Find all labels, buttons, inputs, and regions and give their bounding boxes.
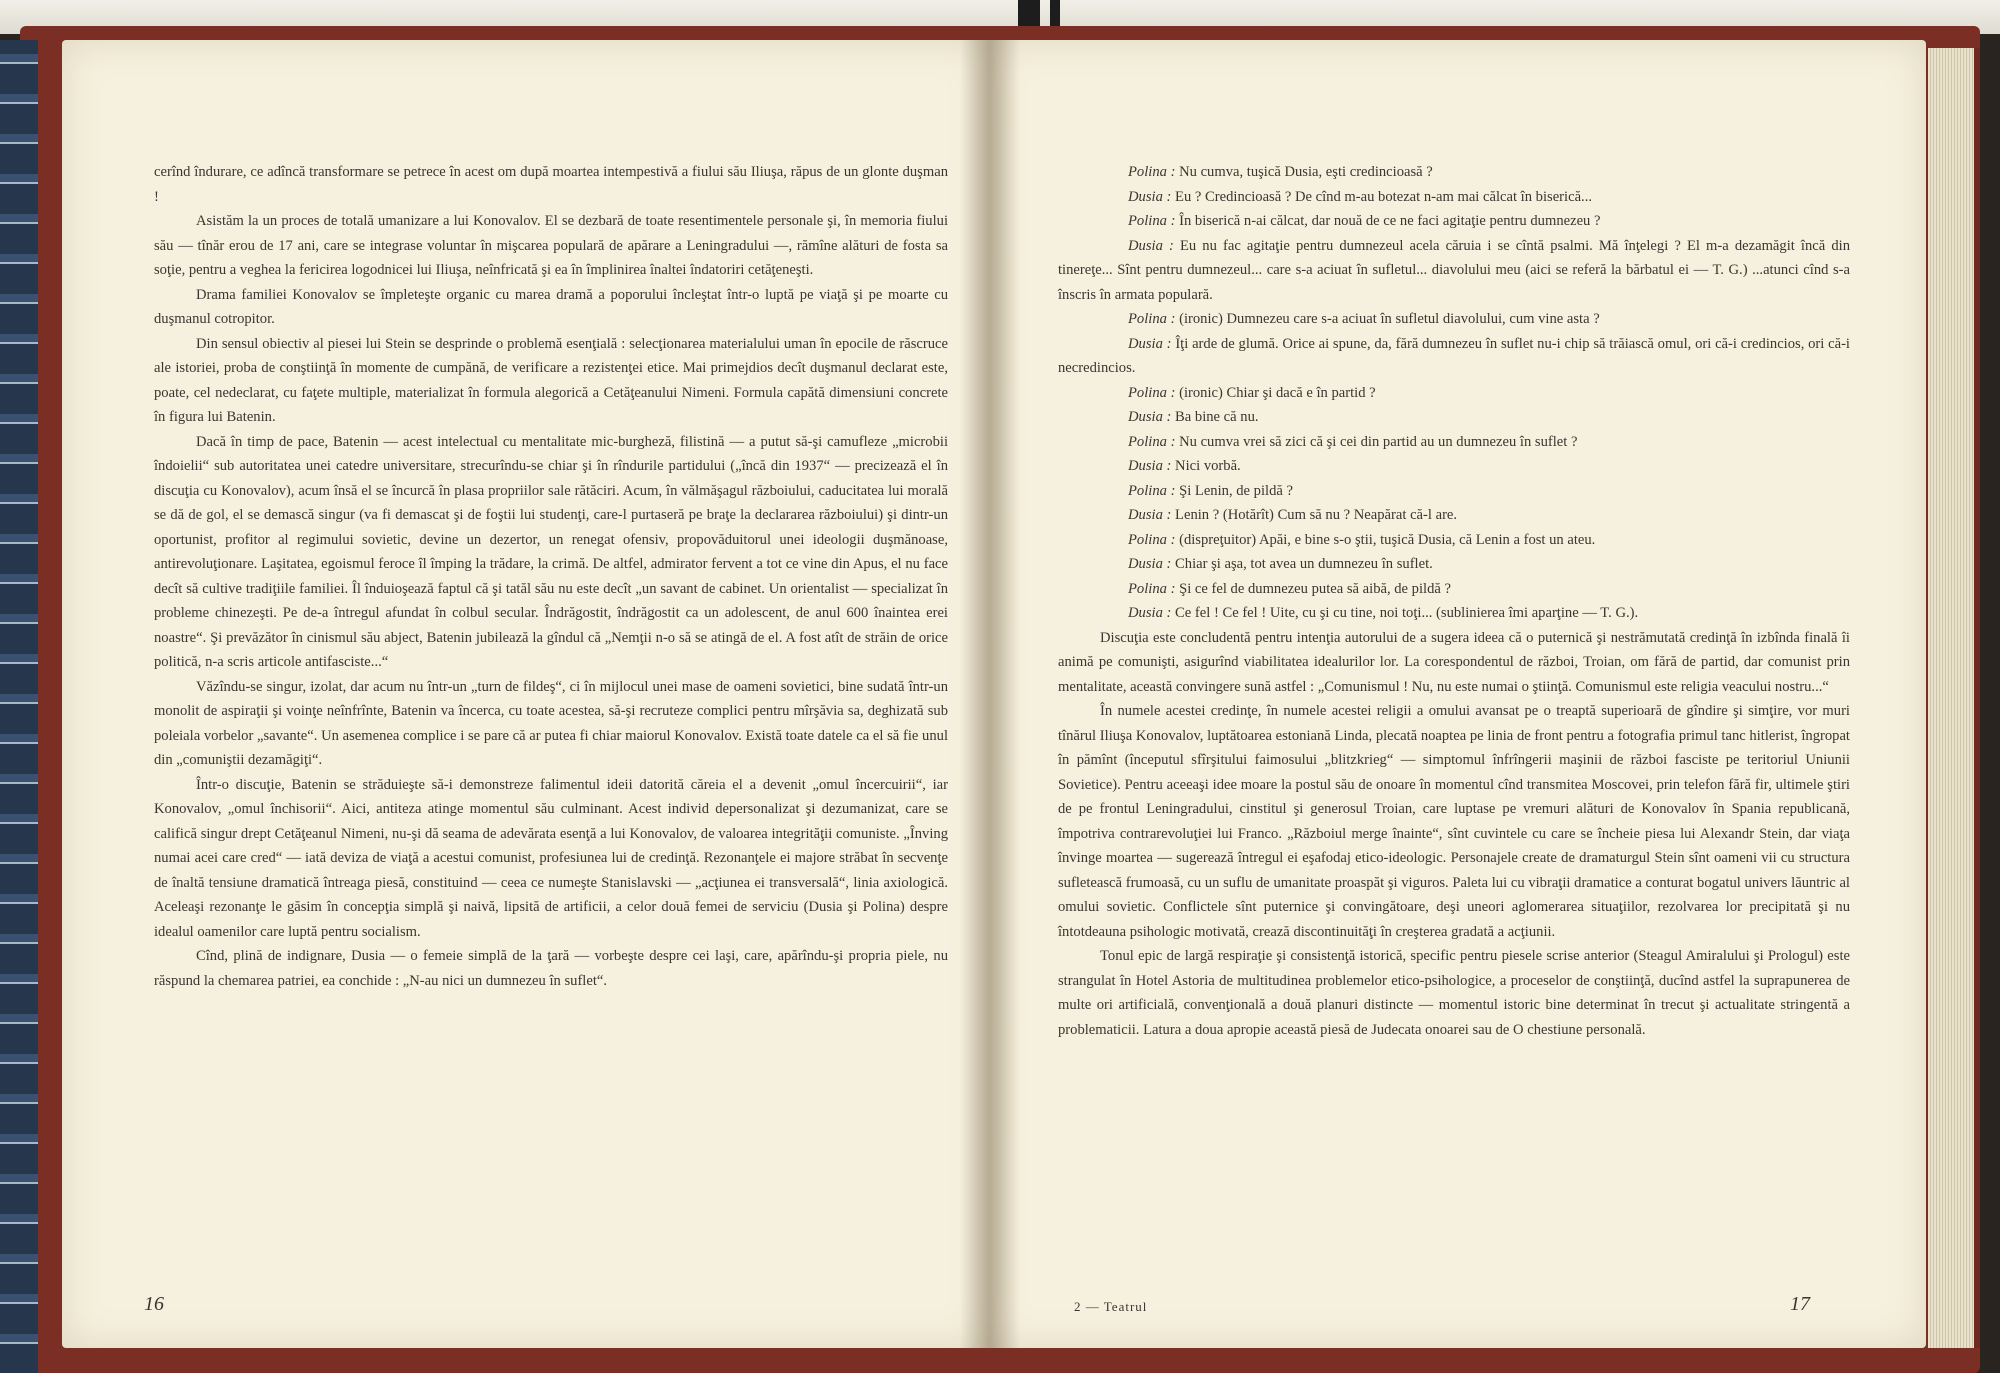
- dialogue-line: [988, 381, 1850, 406]
- line-text: Nici vorbă.: [1175, 458, 1241, 474]
- binder-clip: [1050, 0, 1060, 26]
- speaker: Polina :: [1128, 164, 1176, 180]
- line-text: (ironic) Dumnezeu care s-a aciuat în sufletul diavolului, cum vine asta ?: [1179, 311, 1600, 327]
- line-text: Lenin ? (Hotărît) Cum să nu ? Neapărat că-l are.: [1175, 507, 1458, 523]
- line-text: Eu ? Credincioasă ? De cînd m-au botezat n-am mai călcat în biserică...: [1175, 188, 1593, 205]
- line-text: (ironic) Chiar şi dacă e în partid ?: [1179, 384, 1376, 401]
- right-page-edges: [1928, 48, 1980, 1348]
- speaker: Dusia :: [1128, 458, 1172, 474]
- dialogue-line: [988, 601, 1850, 626]
- dialogue-line: [988, 307, 1850, 332]
- speaker: Dusia :: [1128, 335, 1172, 352]
- paragraph: Din sensul obiectiv al piesei lui Stein se desprinde o problemă esenţială : selecţionarea materialului uman în epocile de răscruce ale istoriei, proba de conştiinţă în momente de cumpănă, de verificare a rezistenţei etice. Mai primejdios decît duşmanul declarat este, poate, cel nedeclarat, cu faţete multiple, materializat în formula alegorică a Cetăţeanului Nimeni. Formula capătă dimensiuni concrete în figura lui Batenin.: [154, 335, 948, 425]
- paragraph: cerînd îndurare, ce adîncă transformare se petrece în acest om după moartea intempestivă a fiului său Iliuşa, răpus de un glonte duşman !: [154, 164, 948, 205]
- speaker: Polina :: [1128, 580, 1176, 597]
- dialogue-line: [988, 479, 1850, 504]
- line-text: Chiar şi aşa, tot avea un dumnezeu în suflet.: [1175, 556, 1433, 572]
- dialogue-line: [988, 552, 1850, 577]
- dialogue-line: [988, 209, 1850, 234]
- dialogue-line: [988, 454, 1850, 479]
- paragraph: Discuţia este concludentă pentru intenţia autorului de a sugera ideea că o puternică şi nestrămutată credinţă în izbînda finală îi animă pe comunişti, asigurînd viabilitatea idealurilor lor. La corespondentul de război, Troian, om fără de partid, dar comunist prin mentalitate, această convingere sună astfel : „Comunismul ! Nu, nu este numai o ştiinţă. Comunismul este religia veacului nostru...“: [1058, 629, 1850, 695]
- left-page-edges: [0, 40, 38, 1373]
- right-page: [988, 40, 1926, 1348]
- line-text: În biserică n-ai călcat, dar nouă de ce ne faci agitaţie pentru dumnezeu ?: [1179, 213, 1601, 229]
- speaker: Dusia :: [1128, 188, 1172, 205]
- dialogue-line: [988, 430, 1850, 455]
- line-text: Nu cumva vrei să zici că şi cei din partid au un dumnezeu în suflet ?: [1179, 433, 1578, 450]
- dialogue-line: [988, 503, 1850, 528]
- speaker: Polina :: [1128, 531, 1176, 548]
- paragraph: Dacă în timp de pace, Batenin — acest intelectual cu mentalitate mic-burgheză, filistină — a putut să-şi camufleze „microbii îndoielii“ sub autoritatea unei catedre universitare, strecurîndu-se chiar şi în rîndurile partidului („încă din 1937“ — precizează el în discuţia cu Konovalov), acum însă el se încurcă în plasa propriilor sale rătăciri. Acum, în vălmăşagul războiului, caducitatea lui morală se dă de gol, el se demască singur (va fi demascat şi de foştii lui studenţi, care-l purtaseră pe braţe la declararea războiului) şi dintr-un oportunist, profitor al regimului sovietic, devine un dezertor, un renegat ofensiv, propovăduitorul unei ideologii duşmănoase, antirevoluţionare. Laşitatea, egoismul feroce îl împing la trădare, la crimă. De altfel, admirator fervent a tot ce vine din Apus, el nu face decît să cultive tradiţiile familiei. Îl înduioşează faptul că şi tatăl său nu este decît „un savant de cabinet. Un orientalist — specializat în probleme chinezeşti. Pe de-a întregul afundat în colbul secular. Îndrăgostit, îndrăgostit ca un adolescent, de anul 600 înaintea erei noastre“. Şi prevăzător în cinismul său abject, Batenin jubilează la gîndul că „Nemţii n-o să se atingă de el. A fost atît de străin de orice politică, n-a scris articole antifasciste...“: [154, 433, 948, 670]
- dialogue-line: [988, 185, 1850, 210]
- line-text: Îţi arde de glumă. Orice ai spune, da, fără dumnezeu în suflet nu-i chip să trăiască omul, ori că-i credincios, ori că-i necredincios.: [1058, 335, 1850, 376]
- speaker: Dusia :: [1128, 556, 1172, 572]
- left-page: [62, 40, 988, 1348]
- line-text: Ce fel ! Ce fel ! Uite, cu şi cu tine, noi toţi... (sublinierea îmi aparţine — T. G.).: [1175, 605, 1639, 621]
- right-text-column: [1058, 160, 1850, 1042]
- speaker: Polina :: [1128, 384, 1176, 401]
- signature-mark: 2 — Teatrul: [1074, 1299, 1148, 1314]
- line-text: Ba bine că nu.: [1175, 409, 1259, 425]
- paragraph: Tonul epic de largă respiraţie şi consistenţă istorică, specific pentru piesele scrise anterior (Steagul Amiralului şi Prologul) este strangulat în Hotel Astoria de multitudinea problemelor etico-psihologice, a proceselor de conştiinţă, ducînd astfel la suprapunerea de multe ori artificială, convenţională a două planuri distincte — momentul istoric bine determinat în trecut şi actualitate stringentă a problematicii. Latura a doua apropie această piesă de Judecata onoarei sau de O chestiune personală.: [1058, 948, 1850, 1038]
- dialogue-line: [988, 332, 1850, 381]
- speaker: Dusia :: [1128, 605, 1172, 621]
- line-text: Nu cumva, tuşică Dusia, eşti credincioasă ?: [1179, 164, 1433, 180]
- speaker: Dusia :: [1128, 237, 1174, 254]
- left-text-column: [154, 160, 948, 993]
- paragraph: Asistăm la un proces de totală umanizare a lui Konovalov. El se dezbară de toate resentimentele personale şi, în memoria fiului său — tînăr erou de 17 ani, care se integrase voluntar în mişcarea populară de apărare a Leningradului —, rămîne alături de fosta sa soţie, pentru a veghea la fericirea logodnicei lui Iliuşa, neînfricată şi ea în împlinirea înaltei îndatoriri cetăţeneşti.: [154, 213, 948, 278]
- paragraph: Drama familiei Konovalov se împleteşte organic cu marea dramă a poporului încleştat într-o luptă pe viaţă şi pe moarte cu duşmanul cotropitor.: [154, 286, 948, 327]
- line-text: (dispreţuitor) Apăi, e bine s-o ştii, tuşică Dusia, că Lenin a fost un ateu.: [1179, 531, 1596, 548]
- page-number: 17: [1790, 1293, 1810, 1315]
- dialogue-line: [988, 234, 1850, 308]
- page-number: 16: [144, 1293, 164, 1315]
- dialogue-line: [988, 160, 1850, 185]
- paragraph: Cînd, plină de indignare, Dusia — o femeie simplă de la ţară — vorbeşte despre cei laşi, care, apărîndu-şi propria piele, nu răspund la chemarea patriei, ea conchide : „N-au nici un dumnezeu în suflet“.: [154, 948, 948, 989]
- line-text: Şi Lenin, de pildă ?: [1179, 482, 1293, 499]
- paragraph: Într-o discuţie, Batenin se străduieşte să-i demonstreze falimentul ideii datorită căreia el a devenit „omul încercuirii“, iar Konovalov, „omul închisorii“. Aici, antiteza atinge momentul său culminant. Acest individ depersonalizat şi dezumanizat, care se califică singur drept Cetăţeanul Nimeni, nu-şi dă seama de adevărata esenţă a lui Konovalov, de valoarea integrităţii comuniste. „Înving numai acei care cred“ — iată deviza de viaţă a acestui comunist, profesiunea lui de credinţă. Rezonanţele ei majore străbat în secvenţe de înaltă tensiune dramatică întreaga piesă, constituind — ceea ce numeşte Stanislavski — „acţiunea ei transversală“, linia axiologică. Aceleaşi rezonanţe le găsim în concepţia simplă şi naivă, lipsită de artificii, a celor două femei de serviciu (Dusia şi Polina) despre idealul oamenilor care luptă pentru socialism.: [154, 776, 948, 940]
- dialogue-line: [988, 577, 1850, 602]
- paragraph: Văzîndu-se singur, izolat, dar acum nu într-un „turn de fildeş“, ci în mijlocul unei mase de oameni sovietici, bine sudată într-un monolit de aspiraţii şi voinţe neînfrînte, Batenin va încerca, cu toate acestea, să-şi recruteze complici pentru mîrşăvia sa, deghizată sub poleiala vorbelor „savante“. Un asemenea complice i se pare că ar putea fi chiar maiorul Konovalov. Există toate datele ca el să fie unul din „comuniştii dezamăgiţi“.: [154, 678, 948, 768]
- speaker: Polina :: [1128, 213, 1176, 229]
- dialogue-line: [988, 528, 1850, 553]
- line-text: Şi ce fel de dumnezeu putea să aibă, de pildă ?: [1179, 580, 1451, 597]
- speaker: Polina :: [1128, 311, 1176, 327]
- line-text: Eu nu fac agitaţie pentru dumnezeul acela căruia i se cîntă psalmi. Mă înţelegi ? El m-a dezamăgit încă din tinereţe... Sînt pentru dumnezeul... care s-a aciuat în sufletul... diavolului meu (aici se referă la bărbatul ei — T. G.) ...atunci cînd s-a înscris în armata populară.: [1058, 237, 1850, 303]
- dialogue-line: [988, 405, 1850, 430]
- dialogue-block: [1058, 160, 1850, 626]
- speaker: Polina :: [1128, 433, 1176, 450]
- speaker: Dusia :: [1128, 409, 1172, 425]
- binder-clip: [1018, 0, 1040, 26]
- paragraph: În numele acestei credinţe, în numele acestei religii a omului avansat pe o treaptă superioară de gîndire şi simţire, vor muri tînărul Iliuşa Konovalov, luptătoarea estoniană Linda, plecată noaptea pe linia de front pentru a fotografia primul tanc hitlerist, îngropat în pămînt (începutul sfîrşitului faimosului „blitzkrieg“ — simptomul înfrîngerii maşinii de război fasciste pe teritoriul Uniunii Sovietice). Pentru aceeaşi idee moare la postul său de onoare în momentul cînd transmitea Moscovei, prin telefon fără fir, ultimele ştiri de pe frontul Leningradului, cinstitul şi generosul Troian, care luptase pe vremuri alături de Konovalov în Spania republicană, împotriva contrarevoluţiei lui Franco. „Războiul merge înainte“, sînt cuvintele cu care se încheie piesa lui Alexandr Stein, dar viaţa învinge moartea — sugerează întregul ei eşafodaj etico-ideologic. Personajele create de dramaturgul Stein sînt oameni vii cu structura sufletească frumoasă, cu un suflu de umanitate proaspăt şi viguros. Paleta lui cu vibraţii dramatice a conturat bogatul univers lăuntric al omului sovietic. Conflictele sînt puternice şi convingătoare, deşi uneori aglomerarea situaţiilor, rezolvarea lor precipitată şi nu întotdeauna psihologic motivată, crează discontinuităţi în creşterea gradată a acţiunii.: [1058, 703, 1850, 940]
- speaker: Polina :: [1128, 482, 1176, 499]
- speaker: Dusia :: [1128, 507, 1172, 523]
